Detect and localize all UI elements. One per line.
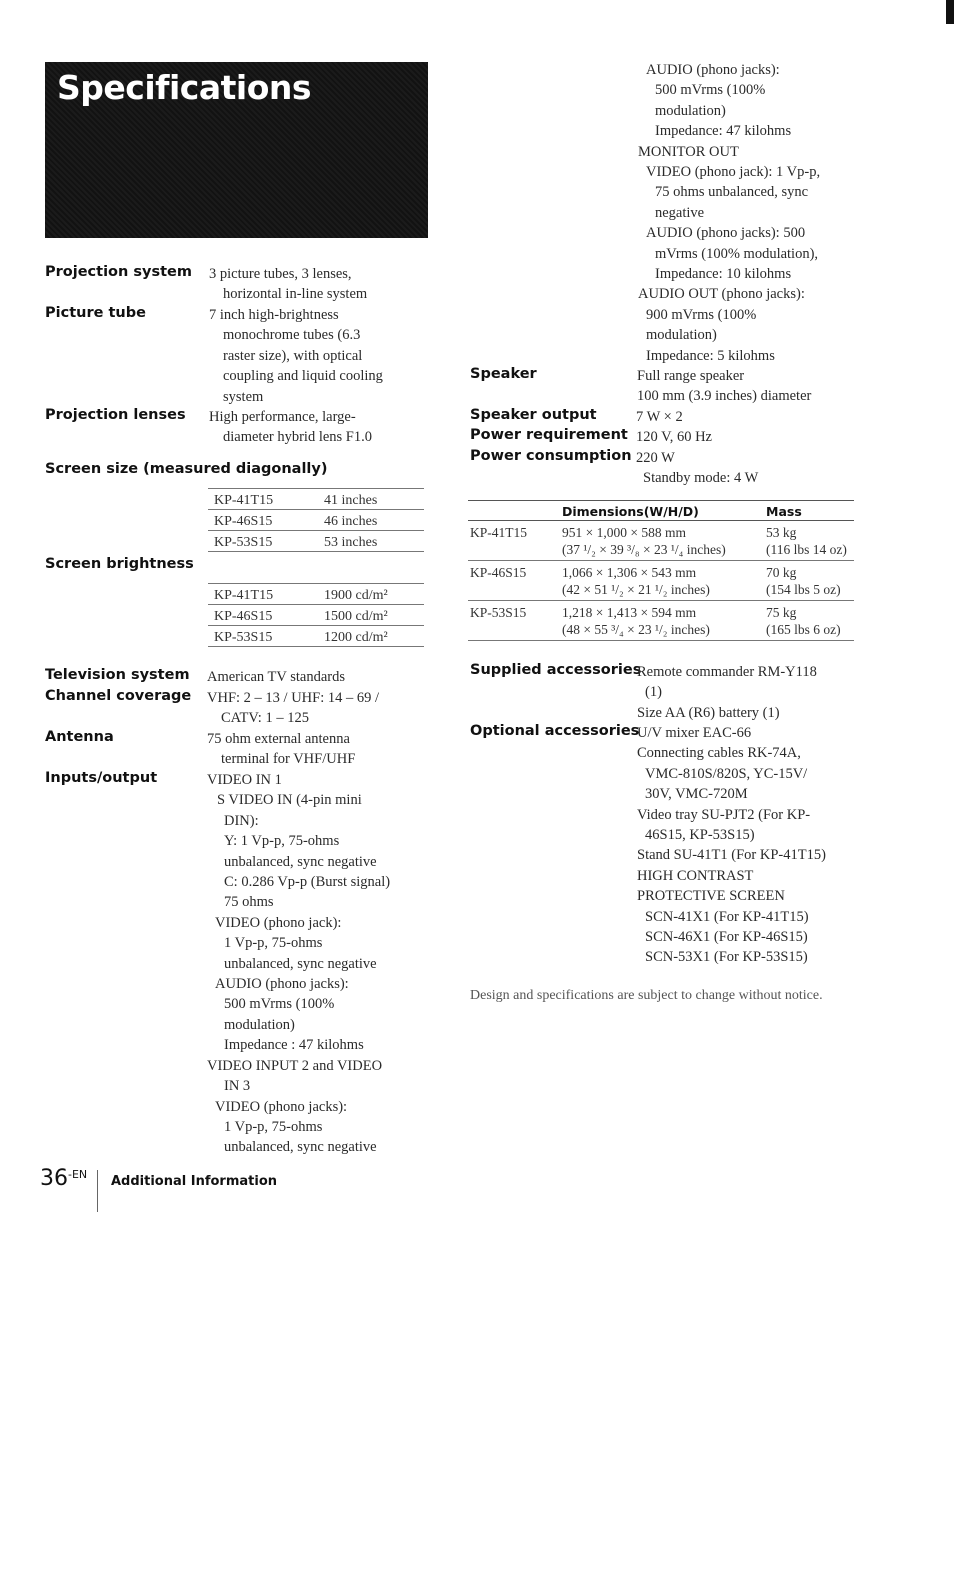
text-line: monochrome tubes (6.3 <box>223 327 361 344</box>
footer-divider <box>97 1170 98 1212</box>
supplied-accessories-value <box>637 662 817 723</box>
mass-header: Mass <box>764 501 854 521</box>
text-line: MONITOR OUT <box>638 143 739 160</box>
table-header-row <box>468 501 854 521</box>
channel-coverage-value <box>207 688 437 729</box>
dim-inches: (48 × 55 ³/₄ × 23 ¹/₂ inches) <box>562 622 710 637</box>
notice-text: Design and specifications are subject to change without notice. <box>470 988 823 1003</box>
dim-mm: 1,218 × 1,413 × 594 mm <box>562 605 697 620</box>
text-line: system <box>223 388 264 405</box>
inputs-output-value <box>207 770 442 1158</box>
text-line: SCN-46X1 (For KP-46S15) <box>645 929 808 946</box>
text-line: raster size), with optical <box>223 347 363 364</box>
projection-system-value <box>209 264 439 305</box>
optional-accessories-value <box>637 723 826 968</box>
screen-size-table <box>208 488 424 552</box>
page-title: Specifications <box>57 68 312 107</box>
picture-tube-label: Picture tube <box>45 305 146 321</box>
text-line: SCN-41X1 (For KP-41T15) <box>645 908 809 925</box>
text-line: VMC-810S/820S, YC-15V/ <box>645 765 808 782</box>
text-line: 500 mVrms (100% <box>224 996 335 1013</box>
text-line: Impedance: 10 kilohms <box>655 266 792 283</box>
inputs-output-label: Inputs/output <box>45 770 158 786</box>
table-row <box>208 489 424 510</box>
mass-cell <box>764 521 854 561</box>
model-cell: KP-41T15 <box>468 521 560 561</box>
text-line: AUDIO (phono jacks): <box>215 976 349 993</box>
projection-lenses-value <box>209 407 439 448</box>
text-line: Stand SU-41T1 (For KP-41T15) <box>637 847 826 864</box>
text-line: negative <box>655 204 705 221</box>
table-row <box>468 521 854 561</box>
power-requirement-value <box>636 427 712 447</box>
text-line: Remote commander RM-Y118 <box>637 664 817 680</box>
text-line: diameter hybrid lens F1.0 <box>223 429 373 446</box>
text-line: modulation) <box>655 102 726 119</box>
mass-kg: 75 kg <box>766 605 797 620</box>
projection-system-label: Projection system <box>45 264 192 280</box>
text-line: Size AA (R6) battery (1) <box>637 704 780 721</box>
text-line: American TV standards <box>207 669 345 685</box>
mass-kg: 70 kg <box>766 565 797 580</box>
mass-cell <box>764 601 854 641</box>
channel-coverage-label: Channel coverage <box>45 688 192 704</box>
text-line: VIDEO INPUT 2 and VIDEO <box>207 1057 383 1074</box>
text-line: Y: 1 Vp-p, 75-ohms <box>224 833 340 850</box>
page-number <box>40 1166 87 1191</box>
text-line: unbalanced, sync negative <box>224 853 377 870</box>
page-number-value: 36 <box>40 1166 68 1191</box>
text-line: VHF: 2 – 13 / UHF: 14 – 69 / <box>207 690 380 706</box>
text-line: 7 W × 2 <box>636 409 683 425</box>
value-cell: 53 inches <box>318 531 424 552</box>
text-line: U/V mixer EAC-66 <box>637 725 752 741</box>
dim-inches: (42 × 51 ¹/₂ × 21 ¹/₂ inches) <box>562 582 710 597</box>
power-requirement-label: Power requirement <box>470 427 628 443</box>
text-line: 900 mVrms (100% <box>646 306 757 323</box>
model-cell: KP-46S15 <box>208 510 318 531</box>
text-line: Impedance: 5 kilohms <box>646 347 775 364</box>
screen-size-label: Screen size (measured diagonally) <box>45 461 328 477</box>
dimensions-cell <box>560 521 764 561</box>
speaker-output-value <box>636 407 683 427</box>
text-line: AUDIO (phono jacks): 500 <box>646 225 806 242</box>
text-line: horizontal in-line system <box>223 286 368 303</box>
outputs-continued <box>638 60 878 366</box>
text-line: 1 Vp-p, 75-ohms <box>224 1118 323 1135</box>
model-cell: KP-53S15 <box>208 626 318 647</box>
mass-lbs: (154 lbs 5 oz) <box>766 582 841 597</box>
model-cell: KP-53S15 <box>468 601 560 641</box>
value-cell: 1500 cd/m² <box>318 605 424 626</box>
text-line: CATV: 1 – 125 <box>221 710 309 727</box>
text-line: modulation) <box>224 1016 295 1033</box>
text-line: Impedance : 47 kilohms <box>224 1037 364 1054</box>
dim-mm: 951 × 1,000 × 588 mm <box>562 525 686 540</box>
text-line: terminal for VHF/UHF <box>221 751 356 768</box>
dim-inches: (37 ¹/₂ × 39 ³/₈ × 23 ¹/₄ inches) <box>562 542 726 557</box>
table-row <box>208 626 424 647</box>
television-system-label: Television system <box>45 667 190 683</box>
text-line: AUDIO OUT (phono jacks): <box>638 286 805 303</box>
table-row <box>208 510 424 531</box>
section-name: Additional Information <box>111 1174 278 1189</box>
projection-lenses-label: Projection lenses <box>45 407 186 423</box>
model-cell: KP-53S15 <box>208 531 318 552</box>
mass-cell <box>764 561 854 601</box>
text-line: 100 mm (3.9 inches) diameter <box>637 388 812 405</box>
text-line: Standby mode: 4 W <box>643 470 759 487</box>
text-line: 3 picture tubes, 3 lenses, <box>209 266 352 282</box>
text-line: AUDIO (phono jacks): <box>646 62 780 78</box>
screen-brightness-table <box>208 583 424 647</box>
text-line: 75 ohm external antenna <box>207 731 350 747</box>
text-line: 1 Vp-p, 75-ohms <box>224 935 323 952</box>
text-line: 220 W <box>636 450 675 466</box>
text-line: VIDEO (phono jacks): <box>215 1098 348 1115</box>
text-line: Full range speaker <box>637 368 745 384</box>
title-banner <box>45 62 428 238</box>
text-line: unbalanced, sync negative <box>224 1139 377 1156</box>
text-line: DIN): <box>224 812 259 829</box>
value-cell: 1900 cd/m² <box>318 584 424 605</box>
value-cell: 41 inches <box>318 489 424 510</box>
table-row <box>468 601 854 641</box>
mass-lbs: (116 lbs 14 oz) <box>766 542 847 557</box>
text-line: C: 0.286 Vp-p (Burst signal) <box>224 874 391 891</box>
text-line: 75 ohms <box>224 894 274 911</box>
text-line: 30V, VMC-720M <box>645 786 748 803</box>
value-cell: 46 inches <box>318 510 424 531</box>
text-line: IN 3 <box>224 1078 251 1095</box>
dimensions-table <box>468 500 854 641</box>
power-consumption-value <box>636 448 758 489</box>
text-line: HIGH CONTRAST <box>637 867 754 884</box>
table-row <box>208 531 424 552</box>
power-consumption-label: Power consumption <box>470 448 632 464</box>
optional-accessories-label: Optional accessories <box>470 723 640 739</box>
text-line: S VIDEO IN (4-pin mini <box>217 792 362 809</box>
page-number-suffix: -EN <box>68 1168 88 1181</box>
mass-kg: 53 kg <box>766 525 797 540</box>
text-line: 7 inch high-brightness <box>209 307 339 323</box>
text-line: VIDEO (phono jack): 1 Vp-p, <box>646 164 821 181</box>
screen-brightness-label: Screen brightness <box>45 556 194 572</box>
television-system-value <box>207 667 437 687</box>
text-line: High performance, large- <box>209 409 356 425</box>
text-line: 75 ohms unbalanced, sync <box>655 184 809 201</box>
text-line: 500 mVrms (100% <box>655 82 766 99</box>
supplied-accessories-label: Supplied accessories <box>470 662 642 678</box>
mass-lbs: (165 lbs 6 oz) <box>766 622 841 637</box>
speaker-value <box>637 366 811 407</box>
text-line: 46S15, KP-53S15) <box>645 827 755 844</box>
antenna-label: Antenna <box>45 729 114 745</box>
table-row <box>468 561 854 601</box>
picture-tube-value <box>209 305 439 407</box>
model-cell: KP-41T15 <box>208 489 318 510</box>
model-cell: KP-46S15 <box>208 605 318 626</box>
text-line: unbalanced, sync negative <box>224 955 377 972</box>
text-line: mVrms (100% modulation), <box>655 245 819 262</box>
speaker-output-label: Speaker output <box>470 407 597 423</box>
text-line: VIDEO (phono jack): <box>215 914 342 931</box>
table-row <box>208 584 424 605</box>
text-line: Connecting cables RK-74A, <box>637 745 801 762</box>
value-cell: 1200 cd/m² <box>318 626 424 647</box>
page-edge-mark <box>946 0 954 24</box>
dimensions-cell <box>560 601 764 641</box>
text-line: 120 V, 60 Hz <box>636 429 712 445</box>
text-line: Impedance: 47 kilohms <box>655 123 792 140</box>
text-line: PROTECTIVE SCREEN <box>637 888 785 905</box>
text-line: Video tray SU-PJT2 (For KP- <box>637 806 811 823</box>
table-row <box>208 605 424 626</box>
text-line: (1) <box>645 684 662 701</box>
text-line: coupling and liquid cooling <box>223 368 383 385</box>
antenna-value <box>207 729 437 770</box>
text-line: VIDEO IN 1 <box>207 772 282 788</box>
dim-mm: 1,066 × 1,306 × 543 mm <box>562 565 697 580</box>
model-cell: KP-46S15 <box>468 561 560 601</box>
text-line: SCN-53X1 (For KP-53S15) <box>645 949 808 966</box>
model-cell: KP-41T15 <box>208 584 318 605</box>
text-line: modulation) <box>646 327 717 344</box>
dimensions-header: Dimensions(W/H/D) <box>560 501 764 521</box>
speaker-label: Speaker <box>470 366 537 382</box>
dimensions-cell <box>560 561 764 601</box>
